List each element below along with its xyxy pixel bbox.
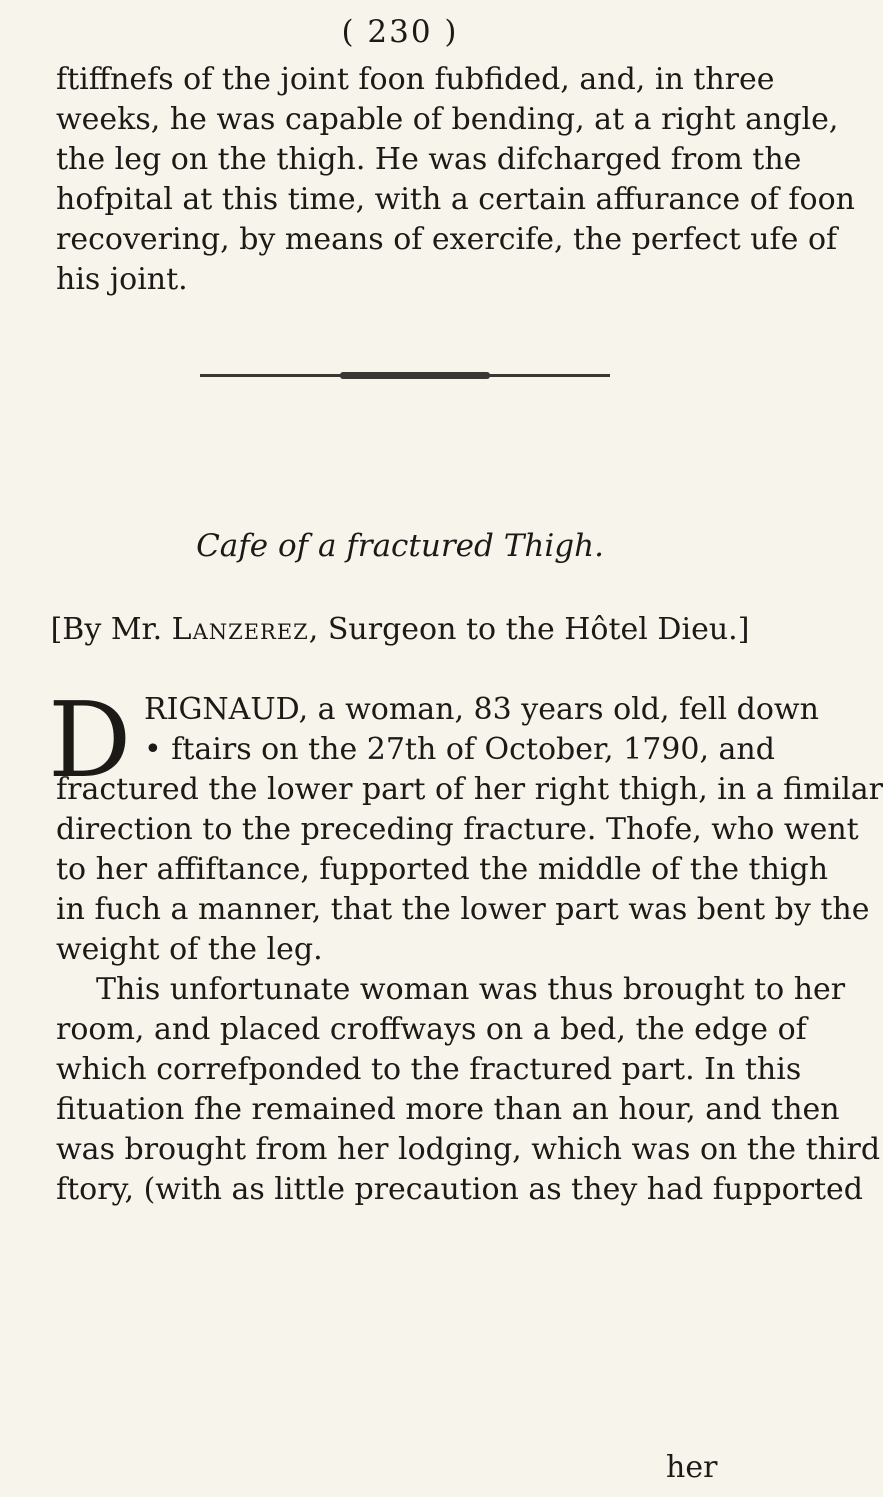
- section-divider: [200, 374, 610, 377]
- text-line: the leg on the thigh. He was difcharged from the: [56, 142, 802, 177]
- case-title: Cafe of a fractured Thigh.: [196, 528, 604, 564]
- page-number: ( 230 ): [341, 14, 459, 50]
- top-paragraph: [56, 60, 855, 300]
- text-line: fractured the lower part of her right thigh, in a fimilar: [56, 772, 883, 807]
- catchword: her: [666, 1450, 718, 1485]
- text-line: to her affiftance, fupported the middle of the thigh: [56, 852, 829, 887]
- text-line: ftiffnefs of the joint foon fubfided, and, in three: [56, 62, 775, 97]
- text-line: weight of the leg.: [56, 932, 323, 967]
- text-line: hofpital at this time, with a certain affurance of foon: [56, 182, 855, 217]
- dropcap-paragraph-lines: [144, 690, 819, 770]
- drop-cap: D: [48, 679, 132, 801]
- byline-open: [By Mr.: [50, 612, 172, 647]
- main-paragraph: [56, 770, 883, 1210]
- text-line: room, and placed croffways on a bed, the edge of: [56, 1012, 807, 1047]
- byline: [0, 612, 800, 647]
- text-line: was brought from her lodging, which was on the third: [56, 1132, 881, 1167]
- text-line: • ftairs on the 27th of October, 1790, and: [144, 732, 775, 767]
- text-line: This unfortunate woman was thus brought to her: [96, 972, 846, 1007]
- text-line: weeks, he was capable of bending, at a right angle,: [56, 102, 839, 137]
- text-line: his joint.: [56, 262, 188, 297]
- text-line: RIGNAUD, a woman, 83 years old, fell down: [144, 692, 819, 727]
- text-line: fituation fhe remained more than an hour, and then: [56, 1092, 840, 1127]
- text-line: ftory, (with as little precaution as they had fupported: [56, 1172, 863, 1207]
- text-line: which correfponded to the fractured part. In this: [56, 1052, 802, 1087]
- text-line: direction to the preceding fracture. Thofe, who went: [56, 812, 859, 847]
- author-name: Lanzerez: [171, 612, 309, 647]
- text-line: recovering, by means of exercife, the perfect ufe of: [56, 222, 838, 257]
- byline-rest: , Surgeon to the Hôtel Dieu.]: [308, 612, 750, 647]
- text-line: in fuch a manner, that the lower part was bent by the: [56, 892, 870, 927]
